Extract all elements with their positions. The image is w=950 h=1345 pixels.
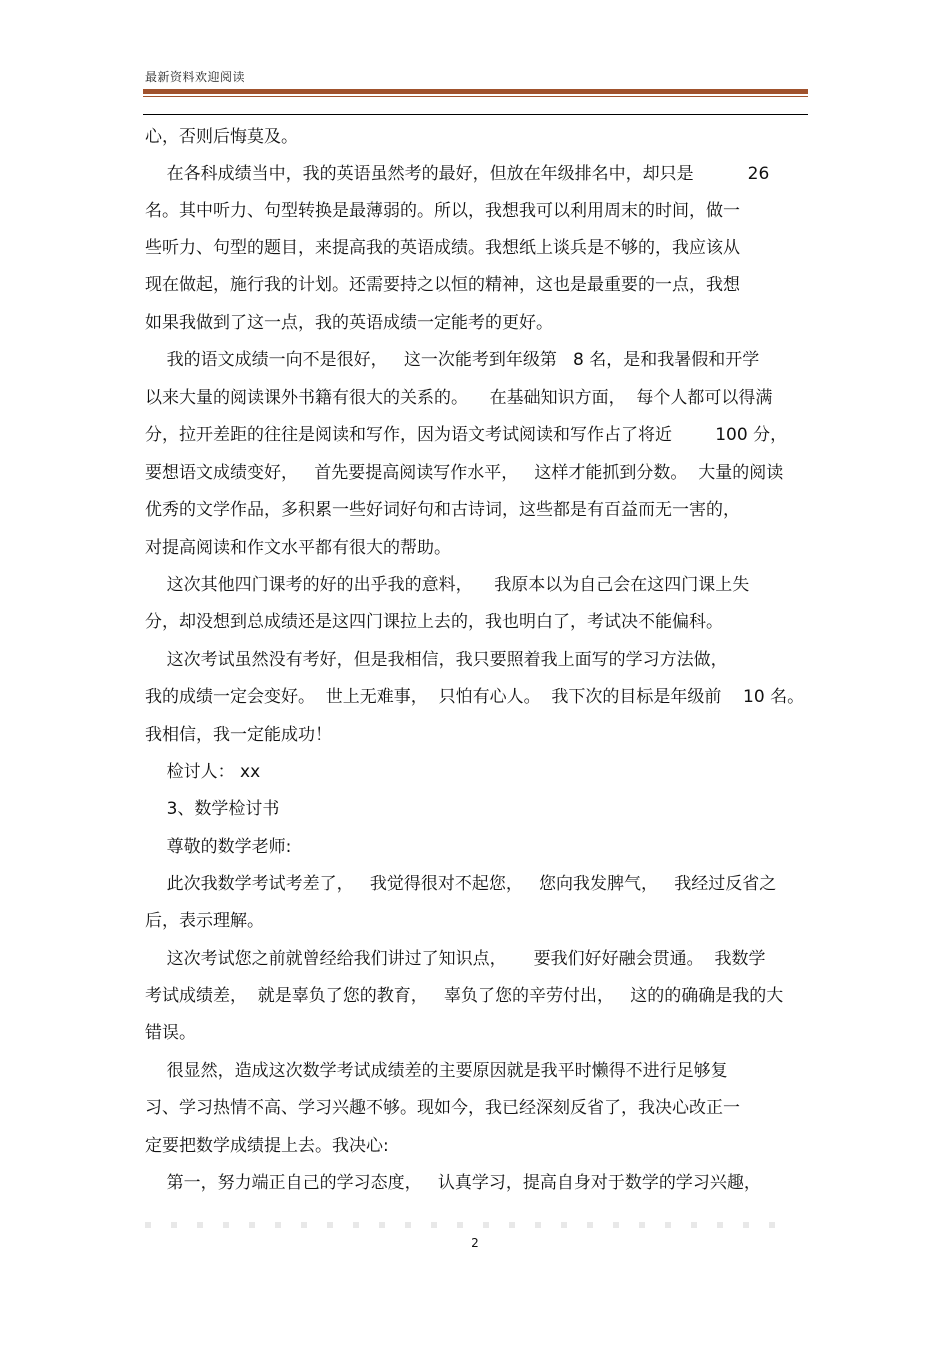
text-line: 我相信，我一定能成功！ [145,725,332,745]
text-line: 现在做起，施行我的计划。还需要持之以恒的精神，这也是最重要的一点，我想 [145,275,740,295]
cut-off-text-fragment [145,1222,785,1228]
header-rule-black [143,114,808,115]
text-line: 考试成绩差， 就是辜负了您的教育， 辜负了您的辛劳付出， 这的的确确是我的大 [145,986,784,1006]
text-line: 在各科成绩当中，我的英语虽然考的最好，但放在年级排名中，却只是 26 [145,164,770,184]
text-line: 定要把数学成绩提上去。我决心: [145,1136,389,1156]
text-line: 分，拉开差距的往往是阅读和写作，因为语文考试阅读和写作占了将近 100 分， [145,425,788,445]
text-line: 以来大量的阅读课外书籍有很大的关系的。 在基础知识方面， 每个人都可以得满 [145,388,773,408]
text-line: 我的成绩一定会变好。 世上无难事， 只怕有心人。 我下次的目标是年级前 10 名。 [145,687,805,707]
text-line: 些听力、句型的题目，来提高我的英语成绩。我想纸上谈兵是不够的，我应该从 [145,238,740,258]
text-line: 后，表示理解。 [145,911,264,931]
text-line: 这次其他四门课考的好的出乎我的意料， 我原本以为自己会在这四门课上失 [145,575,750,595]
text-line: 我的语文成绩一向不是很好， 这一次能考到年级第 8 名，是和我暑假和开学 [145,350,760,370]
text-line: 如果我做到了这一点，我的英语成绩一定能考的更好。 [145,313,553,333]
text-line: 此次我数学考试考差了， 我觉得很对不起您， 您向我发脾气， 我经过反省之 [145,874,777,894]
text-line: 优秀的文学作品，多积累一些好词好句和古诗词，这些都是有百益而无一害的， [145,500,740,520]
text-line: 错误。 [145,1023,196,1043]
text-line: 检讨人： xx [145,762,261,782]
text-line: 这次考试您之前就曾经给我们讲过了知识点， 要我们好好融会贯通。 我数学 [145,949,766,969]
header-title: 最新资料欢迎阅读 [145,70,246,84]
text-line: 心，否则后悔莫及。 [145,127,298,147]
text-line: 名。其中听力、句型转换是最薄弱的。所以，我想我可以利用周末的时间，做一 [145,201,740,221]
header-rule-thick [143,89,808,94]
header-rule-thin [143,96,808,97]
text-line: 很显然，造成这次数学考试成绩差的主要原因就是我平时懒得不进行足够复 [145,1061,728,1081]
text-line: 分，却没想到总成绩还是这四门课拉上去的，我也明白了，考试决不能偏科。 [145,612,723,632]
text-line: 对提高阅读和作文水平都有很大的帮助。 [145,538,451,558]
text-line: 习、学习热情不高、学习兴趣不够。现如今，我已经深刻反省了，我决心改正一 [145,1098,740,1118]
text-line: 3、数学检讨书 [145,799,280,819]
text-line: 尊敬的数学老师: [145,837,292,857]
text-line: 要想语文成绩变好， 首先要提高阅读写作水平， 这样才能抓到分数。 大量的阅读 [145,463,784,483]
text-line: 第一，努力端正自己的学习态度， 认真学习，提高自身对于数学的学习兴趣， [145,1173,761,1193]
text-line: 这次考试虽然没有考好，但是我相信，我只要照着我上面写的学习方法做， [145,650,728,670]
page-number: 2 [471,1236,479,1250]
